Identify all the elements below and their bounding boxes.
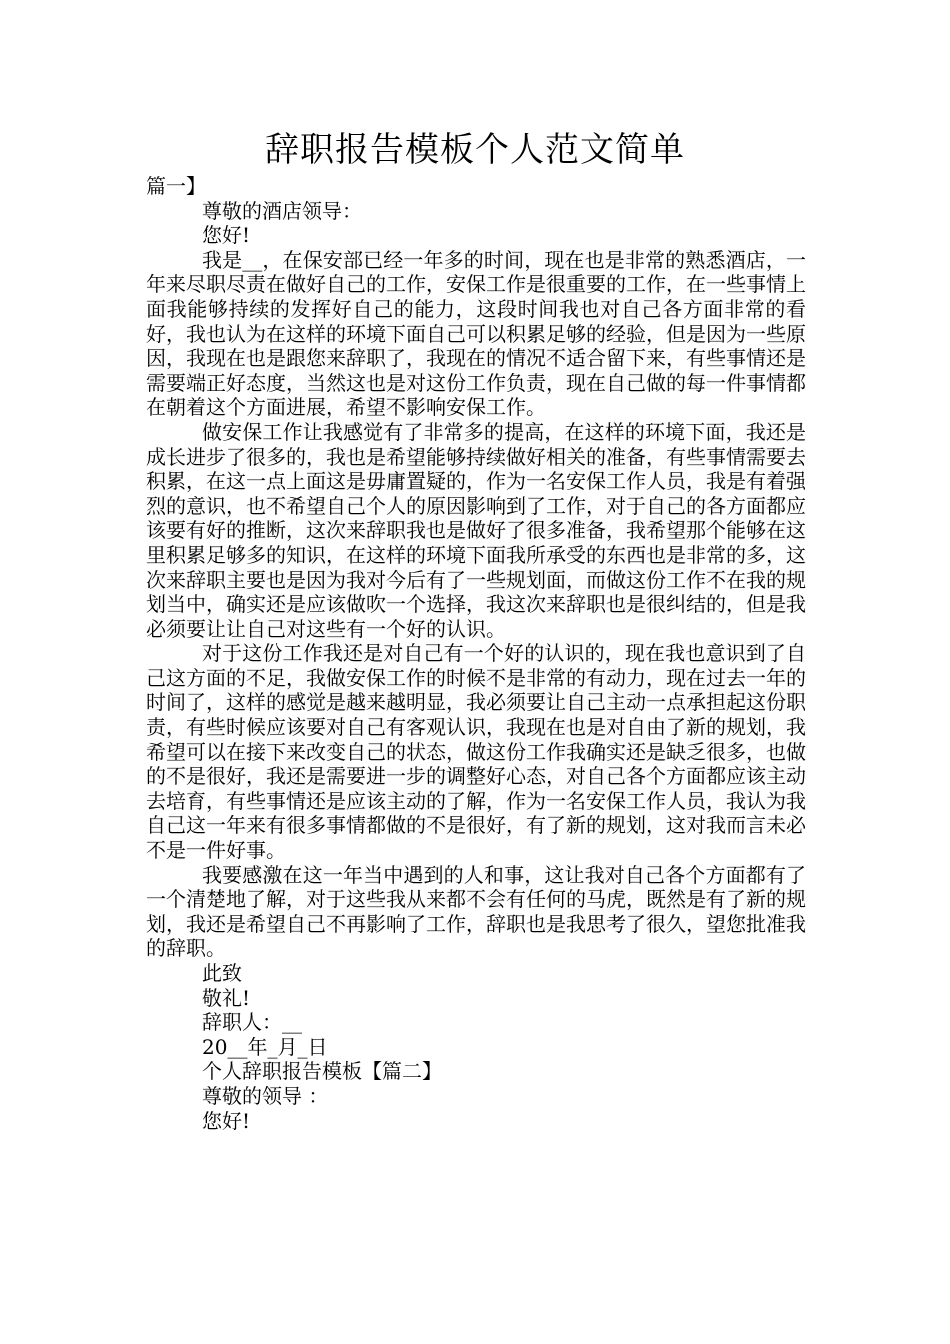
next-section-title: 个人辞职报告模板【篇二】 — [202, 1059, 442, 1084]
signature: 辞职人：__ — [202, 1010, 302, 1035]
body-paragraph: 我是__，在保安部已经一年多的时间，现在也是非常的熟悉酒店，一年来尽职尽责在做好自己的工作，安保工作是很重要的工作，在一些事情上面我能够持续的发挥好自己的能力，这段时间我也对自己各方面非常的看好，我也认为在这样的环境下面自己可以积累足够的经验，但是因为一些原因，我现在也是跟您来辞职了，我现在的情况不适合留下来，有些事情还是需要端正好态度，当然这也是对这份工作负责，现在自己做的每一件事情都在朝着这个方面进展，希望不影响安保工作。 — [146, 247, 806, 420]
regards: 敬礼! — [202, 985, 251, 1010]
greeting: 您好! — [202, 223, 251, 248]
section-label: 篇一】 — [146, 174, 206, 198]
document-body — [146, 174, 806, 1133]
body-paragraph: 做安保工作让我感觉有了非常多的提高，在这样的环境下面，我还是成长进步了很多的，我也是希望能够持续做好相关的准备，有些事情需要去积累，在这一点上面这是毋庸置疑的，作为一名安保工作人员，我是有着强烈的意识，也不希望自己个人的原因影响到了工作，对于自己的各方面都应该要有好的推断，这次来辞职我也是做好了很多准备，我希望那个能够在这里积累足够多的知识，在这样的环境下面我所承受的东西也是非常的多，这次来辞职主要也是因为我对今后有了一些规划面，而做这份工作不在我的规划当中，确实还是应该做吹一个选择，我这次来辞职也是很纠结的，但是我必须要让让自己对这些有一个好的认识。 — [146, 419, 806, 641]
document-title: 辞职报告模板个人范文简单 — [265, 130, 685, 170]
closing: 此致 — [202, 961, 242, 985]
next-salutation: 尊敬的领导 ： — [202, 1083, 329, 1108]
salutation: 尊敬的酒店领导： — [202, 198, 362, 223]
body-paragraph: 对于这份工作我还是对自己有一个好的认识的，现在我也意识到了自己这方面的不足，我做安保工作的时候不是非常的有动力，现在过去一年的时间了，这样的感觉是越来越明显，我必须要让自己主动一点承担起这份职责，有些时候应该要对自己有客观认识，我现在也是对自由了新的规划，我希望可以在接下来改变自己的状态，做这份工作我确实还是缺乏很多，也做的不是很好，我还是需要进一步的调整好心态，对自己各个方面都应该主动去培育，有些事情还是应该主动的了解，作为一名安保工作人员，我认为我自己这一年来有很多事情都做的不是很好，有了新的规划，这对我而言未必不是一件好事。 — [146, 641, 806, 863]
next-greeting: 您好! — [202, 1108, 251, 1133]
body-paragraph: 我要感激在这一年当中遇到的人和事，这让我对自己各个方面都有了一个清楚地了解，对于这些我从来都不会有任何的马虎，既然是有了新的规划，我还是希望自己不再影响了工作，辞职也是我思考了很久，望您批准我的辞职。 — [146, 862, 806, 961]
date: 20__年_月_日 — [202, 1034, 328, 1059]
